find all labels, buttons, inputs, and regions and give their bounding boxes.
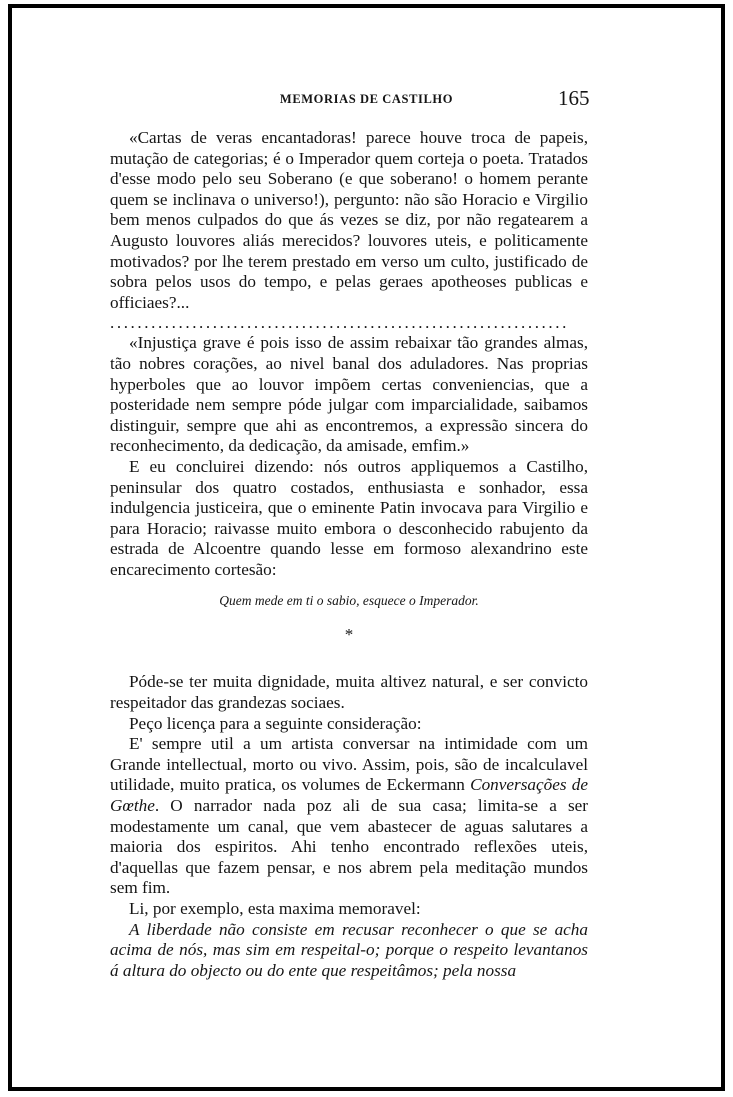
paragraph-licenca: Peço licença para a seguinte consideração: [129, 713, 422, 733]
eckermann-text-before: E' sempre util a um artista conversar na intimidade com um Grande intellectual, morto ou vivo. Assim, pois, são de incalculavel utilidade, muito pratica, os volumes de Eckermann [110, 734, 588, 795]
page-body [110, 128, 588, 981]
quoted-verse: Quem mede em ti o sabio, esquece o Imperador. [219, 593, 479, 609]
ellipsis-row: ................................................................... [110, 313, 569, 333]
maxim-quote: A liberdade não consiste em recusar reconhecer o que se acha acima de nós, mas sim em respeital-o; porque o respeito levantanos á altura do objecto ou do ente que respeitâmos; pela nossa [110, 919, 588, 980]
running-header-title: MEMORIAS DE CASTILHO [279, 92, 454, 106]
paragraph-concluirei: E eu concluirei dizendo: nós outros appliquemos a Castilho, peninsular dos quatro costados, enthusiasta e sonhador, essa indulgencia justiceira, que o eminente Patin invocava para Virgilio e para Horacio; raivasse muito embora o desconhecido rabujento da estrada de Alcoentre quando lesse em formoso alexandrino este encarecimento cortesão: [110, 456, 588, 579]
section-separator: * [344, 625, 354, 645]
page-number: 165 [558, 86, 590, 110]
section-gap [110, 646, 588, 672]
paragraph-injustica: «Injustiça grave é pois isso de assim rebaixar tão grandes almas, tão nobres corações, ao nivel banal dos aduladores. Nas proprias hyperboles que ao louvor impõem certas conveniencias, que a posteridade nem sempre póde julgar com imparcialidade, saibamos distinguir, sempre que ahi as encontremos, a expressão sincera do reconhecimento, da dedicação, da amisade, emfim.» [110, 333, 588, 456]
paragraph-maxima: Li, por exemplo, esta maxima memoravel: [129, 899, 421, 918]
paragraph-eckermann [110, 734, 588, 899]
paragraph-dignidade: Póde-se ter muita dignidade, muita altivez natural, e ser convicto respeitador das grandezas sociaes. [110, 672, 588, 713]
eckermann-text-after: . O narrador nada poz ali de sua casa; limita-se a ser modestamente um canal, que vem abastecer de aguas salutares a maioria dos espiritos. Ahi tenho encontrado reflexões uteis, d'aquellas que fazem pensar, e nos abrem pela meditação mundos sem fim. [110, 796, 588, 898]
paragraph-cartas: «Cartas de veras encantadoras! parece houve troca de papeis, mutação de categorias; é o Imperador quem corteja o poeta. Tratados d'esse modo pelo seu Soberano (e que soberano! o homem perante quem se inclinava o universo!), pergunto: não são Horacio e Virgilio bem menos culpados do que ás vezes se diz, por não regatearem a Augusto louvores aliás merecidos? louvores uteis, e politicamente motivados? por lhe terem prestado em verso um culto, justificado de sobra pelos usos do tempo, e pelas geraes apotheoses publicas e officiaes?... [110, 128, 588, 312]
book-title-conversacoes: Conversações de Gœthe [110, 775, 588, 816]
